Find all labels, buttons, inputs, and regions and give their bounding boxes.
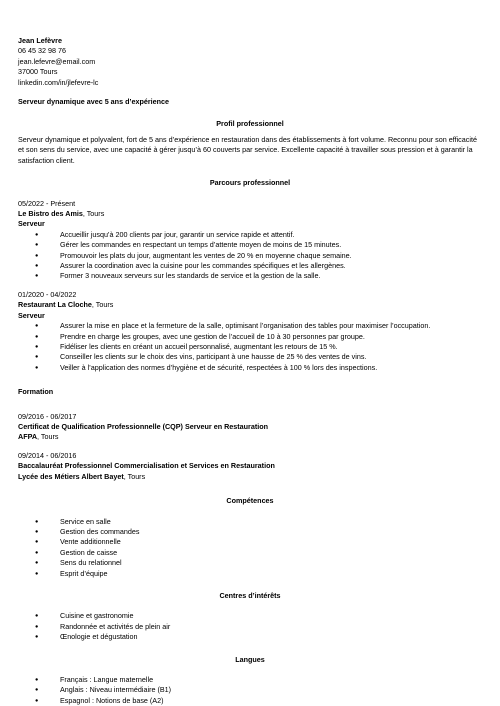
- contact-block: [18, 36, 482, 88]
- job-company: [18, 300, 482, 310]
- profile-title: Profil professionnel: [216, 119, 284, 129]
- education-title: Formation: [18, 387, 54, 397]
- profile-text: Serveur dynamique et polyvalent, fort de 5 ans d’expérience en restauration dans des établissements à fort volume. Reconnu pour son efficacité et son sens du service, avec une capacité à gérer jusqu’à 60 couverts par service. Excellente capacité à travailler sous pression et à garantir la satisfaction client.: [18, 134, 477, 165]
- school: [18, 432, 482, 442]
- diploma: Baccalauréat Professionnel Commercialisation et Services en Restauration: [18, 461, 275, 471]
- languages-list: [18, 675, 482, 706]
- job-period: 01/2020 - 04/2022: [18, 289, 77, 299]
- education-period: 09/2014 - 06/2016: [18, 450, 77, 460]
- list-item: ● Gestion de caisse: [18, 548, 482, 558]
- education-period: 09/2016 - 06/2017: [18, 411, 77, 421]
- job-tasks: [18, 230, 482, 282]
- company-location: , Tours: [82, 209, 105, 219]
- list-item: ● Gestion des commandes: [18, 527, 482, 537]
- diploma: Certificat de Qualification Professionnelle (CQP) Serveur en Restauration: [18, 421, 269, 431]
- list-item: ● Service en salle: [18, 517, 482, 527]
- list-item: ● Sens du relationnel: [18, 558, 482, 568]
- list-item: ● Former 3 nouveaux serveurs sur les standards de service et la gestion de la salle.: [18, 271, 482, 281]
- job-company: [18, 209, 482, 219]
- education-item-2: [18, 451, 482, 482]
- company-location: , Tours: [91, 300, 114, 310]
- school-name: AFPA: [18, 432, 38, 442]
- interests-list: [18, 611, 482, 642]
- company-name: Le Bistro des Amis: [18, 209, 83, 219]
- list-item: ● Espagnol : Notions de base (A2): [18, 696, 482, 706]
- list-item: ● Assurer la mise en place et la fermeture de la salle, optimisant l’organisation des tables pour maximiser l’occupation.: [18, 321, 482, 331]
- candidate-name: Jean Lefèvre: [18, 36, 62, 45]
- list-item: ● Esprit d’équipe: [18, 569, 482, 579]
- interests-title: Centres d’intérêts: [219, 590, 281, 600]
- list-item: ● Randonnée et activités de plein air: [18, 622, 482, 632]
- phone: 06 45 32 98 76: [18, 46, 66, 56]
- list-item: ● Prendre en charge les groupes, avec une gestion de l’accueil de 10 à 30 personnes par groupe.: [18, 332, 482, 342]
- list-item: ● Conseiller les clients sur le choix des vins, participant à une hausse de 25 % des ventes de vins.: [18, 352, 482, 362]
- job-role: Serveur: [18, 310, 45, 320]
- list-item: ● Fidéliser les clients en créant un accueil personnalisé, augmentant les retours de 15 %.: [18, 342, 482, 352]
- list-item: ● Veiller à l’application des normes d’hygiène et de sécurité, respectées à 100 % lors des inspections.: [18, 363, 482, 373]
- skills-title: Compétences: [226, 496, 274, 506]
- headline: Serveur dynamique avec 5 ans d’expérience: [18, 96, 170, 106]
- school-location: , Tours: [37, 432, 59, 442]
- skills-list: [18, 517, 482, 579]
- list-item: ● Accueillir jusqu’à 200 clients par jour, garantir un service rapide et attentif.: [18, 230, 482, 240]
- education-item-1: [18, 412, 482, 443]
- job-period: 05/2022 - Présent: [18, 198, 76, 208]
- job-2: [18, 290, 482, 373]
- list-item: ● Gérer les commandes en respectant un temps d’attente moyen de moins de 15 minutes.: [18, 240, 482, 250]
- languages-title: Langues: [235, 654, 265, 664]
- email: jean.lefevre@email.com: [18, 56, 96, 66]
- school-name: Lycée des Métiers Albert Bayet: [18, 471, 124, 481]
- company-name: Restaurant La Cloche: [18, 300, 92, 310]
- job-1: [18, 199, 482, 282]
- job-role: Serveur: [18, 219, 45, 229]
- list-item: ● Promouvoir les plats du jour, augmentant les ventes de 20 % en moyenne chaque semaine.: [18, 251, 482, 261]
- experience-title: Parcours professionnel: [209, 178, 291, 188]
- list-item: ● Cuisine et gastronomie: [18, 611, 482, 621]
- list-item: ● Anglais : Niveau intermédiaire (B1): [18, 685, 482, 695]
- list-item: ● Français : Langue maternelle: [18, 675, 482, 685]
- job-tasks: [18, 321, 482, 373]
- city: 37000 Tours: [18, 67, 58, 77]
- list-item: ● Œnologie et dégustation: [18, 632, 482, 642]
- list-item: ● Vente additionnelle: [18, 537, 482, 547]
- school-location: , Tours: [123, 471, 146, 481]
- list-item: ● Assurer la coordination avec la cuisine pour les commandes spécifiques et les allergènes.: [18, 261, 482, 271]
- school: [18, 472, 482, 482]
- linkedin: linkedin.com/in/jlefevre-lc: [18, 77, 99, 87]
